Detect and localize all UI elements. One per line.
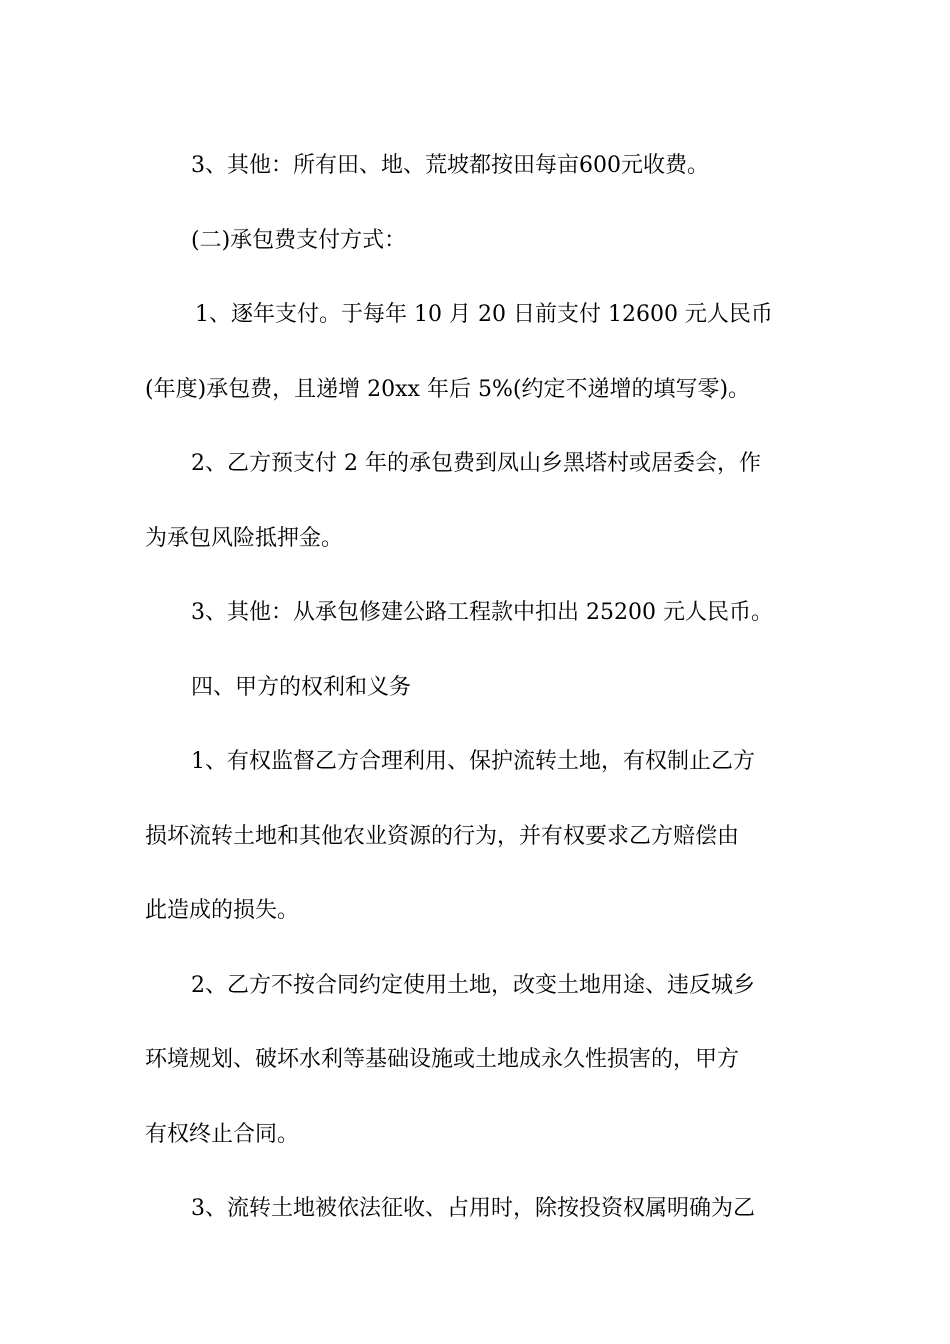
text-line: 损坏流转土地和其他农业资源的行为，并有权要求乙方赔偿由 (145, 823, 740, 849)
paragraph-annual-payment (145, 278, 807, 427)
text-line: 3、其他：从承包修建公路工程款中扣出 25200 元人民币。 (191, 600, 773, 625)
text-line: 1、有权监督乙方合理利用、保护流转土地，有权制止乙方 (191, 749, 755, 774)
paragraph-prepayment (145, 427, 807, 576)
text-line: 此造成的损失。 (145, 898, 300, 923)
text-line: 2、乙方不按合同约定使用土地，改变土地用途、违反城乡 (191, 972, 755, 998)
paragraph-payment-method-heading (145, 204, 807, 279)
paragraph-termination-right (145, 949, 807, 1173)
document-body (145, 129, 807, 1247)
text-line: 3、其他：所有田、地、荒坡都按田每亩600元收费。 (191, 153, 709, 178)
paragraph-road-deduction (145, 576, 807, 651)
text-line: 3、流转土地被依法征收、占用时，除按投资权属明确为乙 (191, 1196, 755, 1221)
text-line: 1、逐年支付。于每年 10 月 20 日前支付 12600 元人民币 (195, 302, 773, 327)
paragraph-other-fee (145, 129, 807, 204)
section-heading-party-a-rights (145, 651, 807, 726)
text-line: 环境规划、破坏水利等基础设施或土地成永久性损害的，甲方 (145, 1047, 740, 1072)
text-line: 2、乙方预支付 2 年的承包费到凤山乡黑塔村或居委会，作 (191, 451, 761, 476)
text-line: 四、甲方的权利和义务 (191, 674, 412, 700)
text-line: 有权终止合同。 (145, 1121, 300, 1147)
paragraph-supervision-right (145, 725, 807, 949)
text-line: (年度)承包费，且递增 20xx 年后 5%(约定不递增的填写零)。 (145, 376, 751, 402)
text-line: 为承包风险抵押金。 (145, 525, 344, 551)
paragraph-expropriation (145, 1172, 807, 1247)
text-line: (二)承包费支付方式： (191, 227, 407, 253)
